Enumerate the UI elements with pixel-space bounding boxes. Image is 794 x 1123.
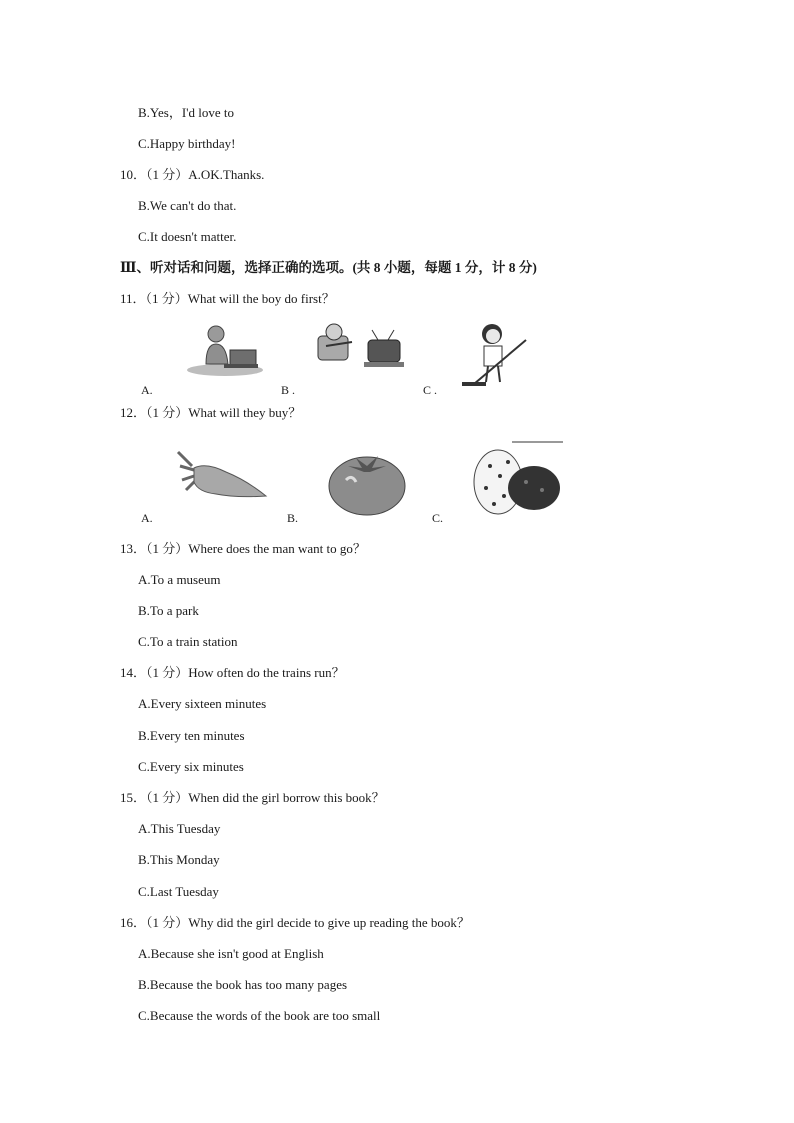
boy-using-computer-icon: [184, 320, 266, 378]
q14-option-b: B.Every ten minutes: [138, 728, 245, 743]
carrot-icon: [176, 446, 268, 502]
q13-option-c: C.To a train station: [138, 634, 238, 649]
q11-label-c: C .: [423, 383, 438, 397]
q16-option-c: C.Because the words of the book are too small: [138, 1008, 381, 1023]
q15-option-b: B.This Monday: [138, 852, 220, 867]
q9-option-c: C.Happy birthday!: [138, 136, 236, 151]
q9-option-b: B.Yes，I'd love to: [138, 105, 235, 120]
q11-label-b: B .: [281, 383, 296, 397]
q16-option-b: B.Because the book has too many pages: [138, 977, 348, 992]
q12-question: 12．（1 分）What will they buy？: [120, 405, 302, 420]
q12-label-a: A.: [141, 511, 153, 525]
boy-watching-tv-icon: [312, 322, 408, 370]
q15-question: 15．（1 分）When did the girl borrow this book？: [120, 790, 385, 805]
q12-label-c: C.: [432, 511, 444, 525]
q10-option-b: B.We can't do that.: [138, 198, 237, 213]
q13-option-b: B.To a park: [138, 603, 199, 618]
q11-label-a: A.: [141, 383, 153, 397]
q14-option-a: A.Every sixteen minutes: [138, 696, 267, 711]
q16-question: 16．（1 分）Why did the girl decide to give up reading the book？: [120, 915, 470, 930]
q10-question-option-a: 10．（1 分）A.OK.Thanks.: [120, 167, 265, 182]
section-3-heading: Ⅲ、听对话和问题，选择正确的选项。(共 8 小题，每题 1 分，计 8 分): [120, 260, 537, 275]
q13-option-a: A.To a museum: [138, 572, 221, 587]
q13-question: 13．（1 分）Where does the man want to go？: [120, 541, 366, 556]
tomato-icon: [326, 450, 408, 516]
q12-label-b: B.: [287, 511, 299, 525]
q14-option-c: C.Every six minutes: [138, 759, 244, 774]
q14-question: 14．（1 分）How often do the trains run？: [120, 665, 345, 680]
q10-option-c: C.It doesn't matter.: [138, 229, 237, 244]
potato-icon: [472, 440, 564, 516]
q15-option-c: C.Last Tuesday: [138, 884, 219, 899]
q11-question: 11．（1 分）What will the boy do first？: [120, 291, 335, 306]
q15-option-a: A.This Tuesday: [138, 821, 221, 836]
boy-mopping-floor-icon: [460, 322, 532, 388]
q16-option-a: A.Because she isn't good at English: [138, 946, 324, 961]
